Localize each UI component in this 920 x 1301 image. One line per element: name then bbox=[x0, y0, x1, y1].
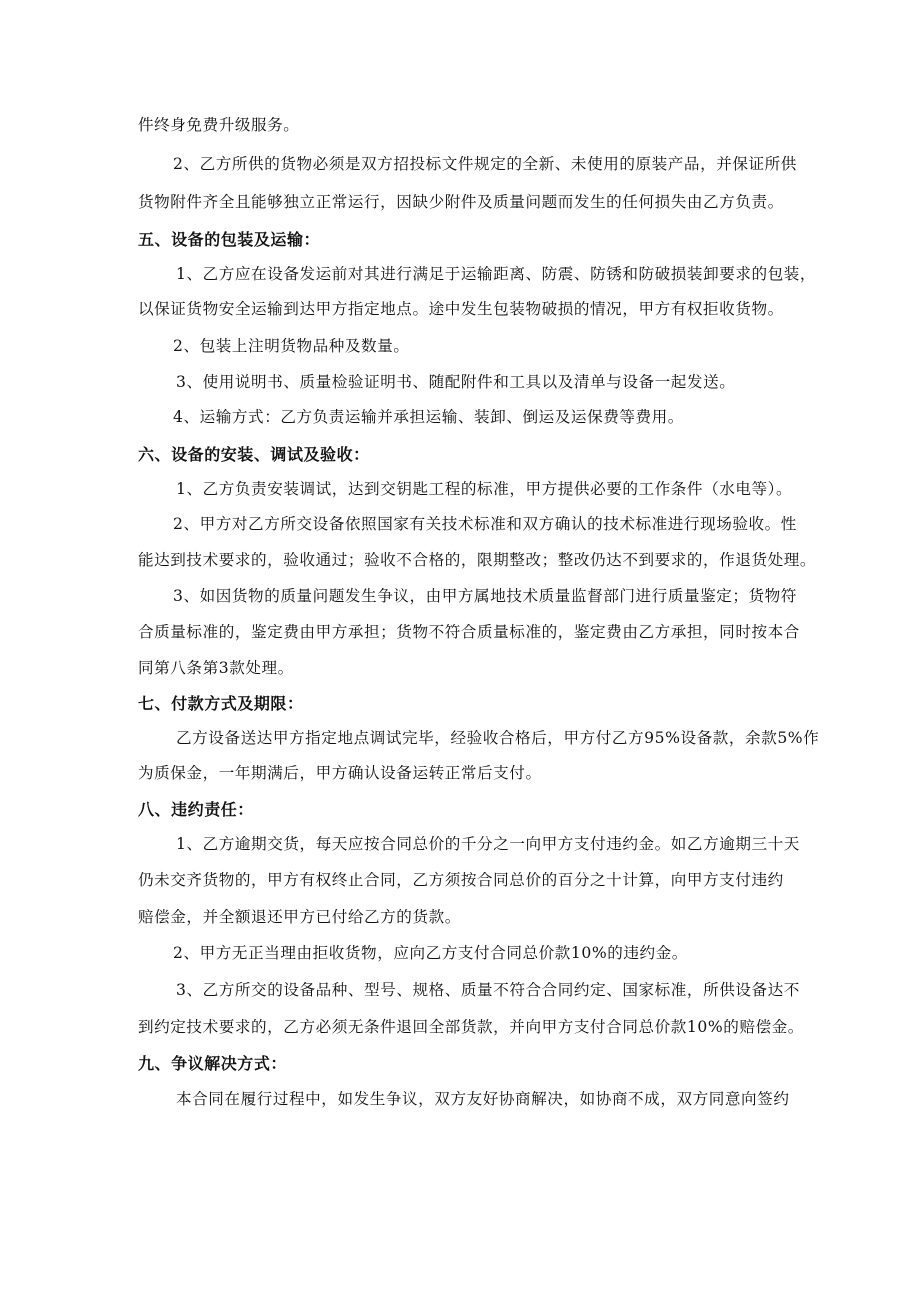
text-line: 1、乙方逾期交货，每天应按合同总价的千分之一向甲方支付违约金。如乙方逾期三十天 bbox=[176, 835, 800, 853]
text-line: 到约定技术要求的，乙方必须无条件退回全部货款，并向甲方支付合同总价款10%的赔偿金。 bbox=[138, 1018, 804, 1036]
section-heading: 七、付款方式及期限： bbox=[138, 694, 304, 713]
text-line: 2、甲方无正当理由拒收货物，应向乙方支付合同总价款10%的违约金。 bbox=[173, 944, 688, 962]
text-line: 2、甲方对乙方所交设备依照国家有关技术标准和双方确认的技术标准进行现场验收。性 bbox=[173, 515, 797, 533]
text-line: 同第八条第3款处理。 bbox=[138, 659, 294, 677]
text-line: 赔偿金，并全额退还甲方已付给乙方的货款。 bbox=[138, 908, 461, 926]
text-line: 为质保金，一年期满后，甲方确认设备运转正常后支付。 bbox=[138, 764, 542, 782]
text-line: 以保证货物安全运输到达甲方指定地点。途中发生包装物破损的情况，甲方有权拒收货物。 bbox=[138, 300, 784, 318]
text-line: 3、使用说明书、质量检验证明书、随配附件和工具以及清单与设备一起发送。 bbox=[176, 373, 736, 391]
text-line: 1、乙方应在设备发运前对其进行满足于运输距离、防震、防锈和防破损装卸要求的包装， bbox=[176, 265, 817, 283]
text-line: 2、乙方所供的货物必须是双方招投标文件规定的全新、未使用的原装产品，并保证所供 bbox=[173, 155, 797, 173]
text-line: 3、乙方所交的设备品种、型号、规格、质量不符合合同约定、国家标准，所供设备达不 bbox=[176, 981, 800, 999]
section-heading: 五、设备的包装及运输： bbox=[138, 230, 321, 249]
text-line: 仍未交齐货物的，甲方有权终止合同，乙方须按合同总价的百分之十计算，向甲方支付违约 bbox=[138, 871, 784, 889]
text-line: 货物附件齐全且能够独立正常运行，因缺少附件及质量问题而发生的任何损失由乙方负责。 bbox=[138, 193, 784, 211]
section-heading: 八、违约责任： bbox=[138, 800, 254, 819]
text-line: 能达到技术要求的，验收通过；验收不合格的，限期整改；整改仍达不到要求的，作退货处理。 bbox=[138, 551, 817, 569]
text-line: 2、包装上注明货物品种及数量。 bbox=[173, 337, 410, 355]
text-line: 件终身免费升级服务。 bbox=[138, 116, 300, 134]
text-line: 本合同在履行过程中，如发生争议，双方友好协商解决，如协商不成，双方同意向签约 bbox=[176, 1090, 790, 1108]
text-line: 合质量标准的，鉴定费由甲方承担；货物不符合质量标准的，鉴定费由乙方承担，同时按本合 bbox=[138, 623, 800, 641]
section-heading: 九、争议解决方式： bbox=[138, 1054, 287, 1073]
text-line: 1、乙方负责安装调试，达到交钥匙工程的标准，甲方提供必要的工作条件（水电等）。 bbox=[176, 480, 793, 498]
section-heading: 六、设备的安装、调试及验收： bbox=[138, 445, 370, 464]
text-line: 乙方设备送达甲方指定地点调试完毕，经验收合格后，甲方付乙方95%设备款，余款5%作 bbox=[176, 729, 820, 747]
text-line: 3、如因货物的质量问题发生争议，由甲方属地技术质量监督部门进行质量鉴定；货物符 bbox=[173, 587, 797, 605]
text-line: 4、运输方式：乙方负责运输并承担运输、装卸、倒运及运保费等费用。 bbox=[173, 408, 684, 426]
